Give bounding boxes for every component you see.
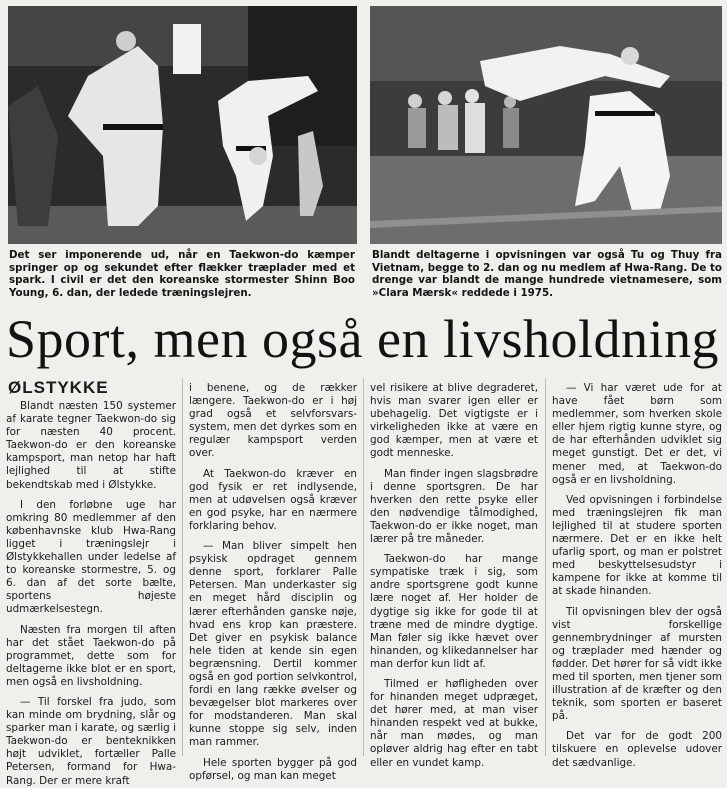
paragraph: Blandt næsten 150 systemer af karate tegner Taekwon-do sig for næsten 40 procent. Taekwon-do er den koreanske kampsport, man netop har haft lejlighed til at stifte bekendtskab med i Ølstykke. xyxy=(6,400,176,491)
paragraph: Det var for de godt 200 tilskuere en oplevelse udover det sædvanlige. xyxy=(552,730,722,769)
paragraph: I den forløbne uge har omkring 80 medlemmer af den københavnske klub Hwa-Rang ligget i træningslejr i Ølstykkehallen under ledelse af to koreanske stormestre, 5. og 6. dan af det sorte bælte, sportens højeste udmærkelsestegn. xyxy=(6,498,176,616)
paragraph: Man finder ingen slagsbrødre i denne sportsgren. De har hverken den rette psyke eller den nødvendige tålmodighed, Taekwon-do er ikke noget, man lærer på tre måneder. xyxy=(370,467,538,546)
column-divider xyxy=(363,378,364,756)
photo-left-illustration xyxy=(8,6,357,244)
article-column-2 xyxy=(189,382,357,782)
article-column-4 xyxy=(552,382,722,769)
photo-caption-right: Blandt deltagerne i opvisningen var også Tu og Thuy fra Vietnam, begge to 2. dan og nu medlem af Hwa-Rang. De to drenge var blandt de mange hundrede vietnamesere, som »Clara Mærsk« reddede i 1975. xyxy=(372,249,722,299)
dateline: ØLSTYKKE xyxy=(8,378,109,397)
paragraph: At Taekwon-do kræver en god fysik er ret indlysende, men at udøvelsen også kræver en god psyke, har en nærmere forklaring behov. xyxy=(189,467,357,532)
paragraph: vel risikere at blive degraderet, hvis man svarer igen eller er ubehagelig. Det vigtigste er i virkeligheden ikke at være en god kæmper, men at være et godt menneske. xyxy=(370,382,538,460)
paragraph: Næsten fra morgen til aften har det stået Taekwon-do på programmet, dette som for deltagerne ikke blot er en sport, men også en livsholdning. xyxy=(6,623,176,688)
article-headline: Sport, men også en livsholdning xyxy=(6,309,719,369)
column-divider xyxy=(545,378,546,756)
column-divider xyxy=(182,378,183,756)
paragraph: — Man bliver simpelt hen psykisk opdraget gennem denne sport, forklarer Palle Petersen. Man underkaster sig en meget hård disciplin og lærer efterhånden ganske nøje, hvad ens krop kan præstere. Det giver en psykisk balance hele tiden at kende sin egen begrænsning. Dertil kommer også en god portion selvkontrol, fordi en lang række øvelser og bevægelser blot markeres over for modstanderen. Man skal kunne stoppe sig selv, inden man rammer. xyxy=(189,540,357,749)
paragraph: — Til forskel fra judo, som kan minde om brydning, slår og sparker man i karate, og særlig i Taekwon-do er benteknikken højt udviklet, fortæller Palle Petersen, formand for Hwa-Rang. Der er mere kraft xyxy=(6,695,176,787)
paragraph: Ved opvisningen i forbindelse med træningslejren fik man lejlighed til at studere sporten nærmere. Det er en ikke helt ufarlig sport, og man er polstret med beskyttelsesudstyr i kampene for ikke at komme til at skade hinanden. xyxy=(552,493,722,598)
paragraph: i benene, og de rækker længere. Taekwon-do er i høj grad også et selvforsvars-system, men det dyrkes som en regulær kampsport verden over. xyxy=(189,382,357,460)
article-column-1 xyxy=(6,378,176,787)
photo-caption-left: Det ser imponerende ud, når en Taekwon-do kæmper springer op og sekundet efter flækker træplader med et spark. I civil er det den koreanske stormester Shinn Boo Young, 6. dan, der ledede træningslejren. xyxy=(9,249,355,299)
photo-right-illustration xyxy=(370,6,722,244)
paragraph: Til opvisningen blev der også vist forskellige gennembrydninger af mursten og træplader med hænder og fødder. Det hører for så vidt ikke med til sporten, men tjener som illustration af de kræfter og den teknik, som sporten er baseret på. xyxy=(552,605,722,723)
paragraph: Hele sporten bygger på god opførsel, og man kan meget xyxy=(189,756,357,782)
article-column-3 xyxy=(370,382,538,769)
photo-taekwondo-board-break xyxy=(8,6,357,244)
paragraph: — Vi har været ude for at have fået børn som medlemmer, som hverken skole eller hjem rigtig kunne styre, og de har efterhånden udviklet sig meget gunstigt. Det er det, vi mener med, at Taekwon-do også er en livsholdning. xyxy=(552,382,722,486)
photo-taekwondo-flying-kick xyxy=(370,6,722,244)
paragraph: Tilmed er høfligheden over for hinanden meget udpræget, det hører med, at man viser hinanden respekt ved at bukke, når man mødes, og man opløver aldrig hag efter en tabt eller en vundet kamp. xyxy=(370,677,538,769)
paragraph: Taekwon-do har mange sympatiske træk i sig, som andre sportsgrene godt kunne lære noget af. Her holder de dygtige sig ikke for gode til at træne med de mindre dygtige. Man føler sig ikke hævet over hinanden, og klikedannelser har man derfor kun lidt af. xyxy=(370,553,538,670)
